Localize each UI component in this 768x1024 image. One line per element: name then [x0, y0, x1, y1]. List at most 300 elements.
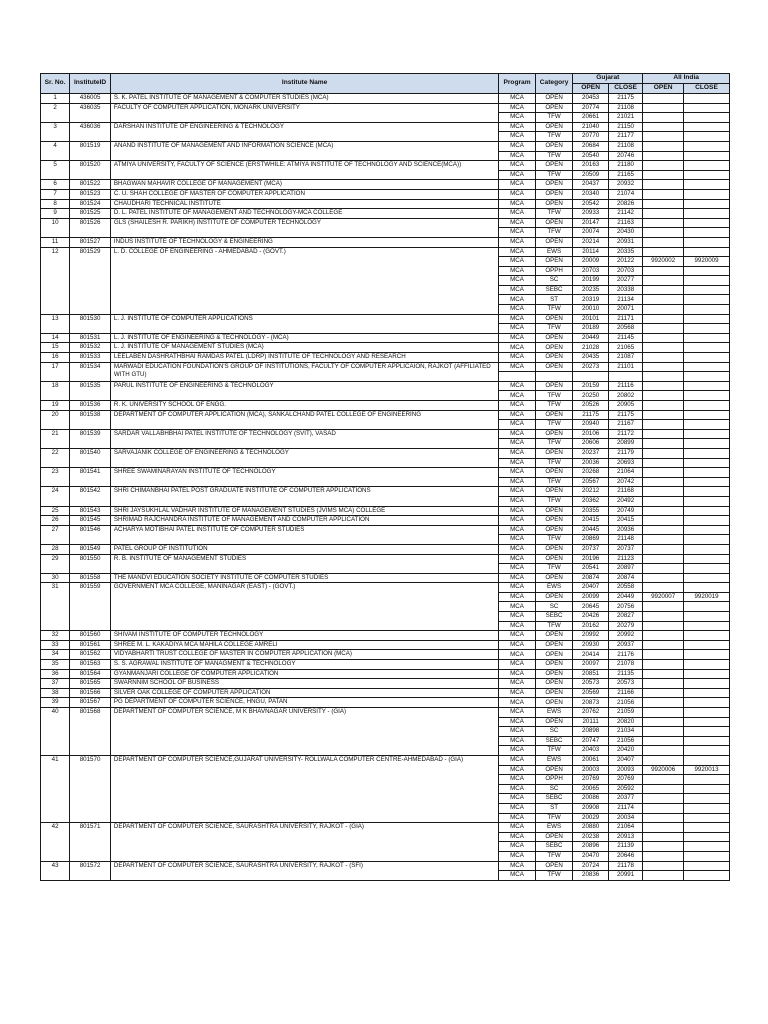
sr-no-cell: 30	[41, 573, 70, 583]
table-row	[41, 333, 730, 343]
institute-name-cell: S. K. PATEL INSTITUTE OF MANAGEMENT & COMPUTER STUDIES (MCA)	[110, 94, 498, 104]
all-india-close-cell	[684, 401, 730, 411]
gujarat-open-cell: 20836	[573, 871, 608, 881]
category-cell: TFW	[535, 564, 573, 574]
category-cell: OPEN	[535, 122, 573, 132]
program-cell: MCA	[499, 209, 536, 219]
table-row	[41, 180, 730, 190]
all-india-open-cell	[643, 602, 684, 612]
all-india-close-cell	[684, 391, 730, 401]
gujarat-close-cell: 20826	[608, 199, 642, 209]
category-cell: TFW	[535, 535, 573, 545]
category-cell: SEBC	[535, 612, 573, 622]
gujarat-open-cell: 20737	[573, 544, 608, 554]
institute-id-cell: 801523	[70, 189, 111, 199]
gujarat-open-cell: 20769	[573, 775, 608, 785]
all-india-open-cell	[643, 755, 684, 765]
institute-name-cell: MARWADI EDUCATION FOUNDATION'S GROUP OF INSTITUTIONS, FACULTY OF COMPUTER APPLICAION, RAJKOT (AFFILIATED WITH GTU)	[110, 362, 498, 381]
all-india-close-cell	[684, 103, 730, 113]
program-cell: MCA	[499, 94, 536, 104]
sr-no-cell: 41	[41, 755, 70, 822]
category-cell: OPEN	[535, 257, 573, 267]
gujarat-close-cell: 20122	[608, 257, 642, 267]
gujarat-open-cell: 20933	[573, 209, 608, 219]
gujarat-close-cell: 20573	[608, 679, 642, 689]
program-cell: MCA	[499, 755, 536, 765]
gujarat-close-cell: 21116	[608, 381, 642, 391]
all-india-close-cell	[684, 823, 730, 833]
sr-no-cell: 34	[41, 650, 70, 660]
category-cell: OPEN	[535, 640, 573, 650]
institute-name-cell: SILVER OAK COLLEGE OF COMPUTER APPLICATION	[110, 688, 498, 698]
gujarat-close-cell: 20802	[608, 391, 642, 401]
all-india-open-cell	[643, 276, 684, 286]
sr-no-cell: 36	[41, 669, 70, 679]
sr-no-cell: 32	[41, 631, 70, 641]
sr-no-cell: 37	[41, 679, 70, 689]
category-cell: EWS	[535, 755, 573, 765]
table-row	[41, 573, 730, 583]
table-row	[41, 209, 730, 219]
program-cell: MCA	[499, 132, 536, 142]
all-india-open-cell	[643, 132, 684, 142]
all-india-close-cell	[684, 573, 730, 583]
gujarat-open-cell: 20086	[573, 794, 608, 804]
institute-name-cell: PATEL GROUP OF INSTITUTION	[110, 544, 498, 554]
gujarat-close-cell: 20093	[608, 765, 642, 775]
gujarat-open-cell: 20874	[573, 573, 608, 583]
program-cell: MCA	[499, 247, 536, 257]
category-cell: OPEN	[535, 679, 573, 689]
gujarat-close-cell: 21101	[608, 362, 642, 372]
gujarat-open-cell: 20470	[573, 851, 608, 861]
institute-id-cell: 801535	[70, 381, 111, 400]
gujarat-close-cell: 20931	[608, 237, 642, 247]
gujarat-open-cell: 20407	[573, 583, 608, 593]
all-india-open-cell	[643, 228, 684, 238]
institute-name-cell: L. D. COLLEGE OF ENGINEERING - AHMEDABAD - (GOVT.)	[110, 247, 498, 314]
gujarat-close-cell: 21034	[608, 727, 642, 737]
category-cell: OPEN	[535, 94, 573, 104]
gujarat-open-cell: 20362	[573, 496, 608, 506]
all-india-close-cell	[684, 439, 730, 449]
header-institute-id: InstituteID	[70, 74, 111, 94]
institute-name-cell: SHRIMAD RAJCHANDRA INSTITUTE OF MANAGEMENT AND COMPUTER APPLICATION	[110, 516, 498, 526]
all-india-close-cell	[684, 276, 730, 286]
program-cell: MCA	[499, 468, 536, 478]
gujarat-open-cell: 20684	[573, 141, 608, 151]
gujarat-close-cell: 21056	[608, 736, 642, 746]
program-cell: MCA	[499, 727, 536, 737]
all-india-close-cell	[684, 333, 730, 343]
gujarat-close-cell: 20449	[608, 592, 642, 602]
institute-name-cell: R. K. UNIVERSITY SCHOOL OF ENGG.	[110, 401, 498, 411]
gujarat-close-cell: 20703	[608, 266, 642, 276]
gujarat-close-cell	[608, 372, 642, 382]
all-india-close-cell	[684, 602, 730, 612]
program-cell: MCA	[499, 276, 536, 286]
sr-no-cell: 9	[41, 209, 70, 219]
gujarat-close-cell: 21064	[608, 823, 642, 833]
all-india-open-cell	[643, 775, 684, 785]
all-india-close-cell	[684, 151, 730, 161]
institute-id-cell: 436035	[70, 103, 111, 122]
table-row	[41, 189, 730, 199]
gujarat-open-cell: 20542	[573, 199, 608, 209]
program-cell: MCA	[499, 535, 536, 545]
all-india-close-cell	[684, 295, 730, 305]
gujarat-open-cell: 20449	[573, 333, 608, 343]
all-india-open-cell	[643, 333, 684, 343]
program-cell: MCA	[499, 592, 536, 602]
all-india-close-cell	[684, 94, 730, 104]
sr-no-cell: 5	[41, 161, 70, 180]
all-india-close-cell	[684, 583, 730, 593]
table-row	[41, 448, 730, 458]
gujarat-open-cell: 20273	[573, 362, 608, 372]
category-cell: TFW	[535, 871, 573, 881]
gujarat-close-cell: 21139	[608, 842, 642, 852]
institute-name-cell: FACULTY OF COMPUTER APPLICATION, MONARK UNIVERSITY	[110, 103, 498, 122]
gujarat-open-cell: 20237	[573, 448, 608, 458]
table-row	[41, 823, 730, 833]
institute-name-cell: SHRI CHIMANBHAI PATEL POST GRADUATE INSTITUTE OF COMPUTER APPLICATIONS	[110, 487, 498, 506]
gujarat-open-cell: 20403	[573, 746, 608, 756]
all-india-close-cell	[684, 851, 730, 861]
sr-no-cell: 42	[41, 823, 70, 861]
table-row	[41, 161, 730, 171]
gujarat-close-cell: 21108	[608, 141, 642, 151]
all-india-close-cell	[684, 209, 730, 219]
program-cell: MCA	[499, 573, 536, 583]
category-cell: TFW	[535, 420, 573, 430]
category-cell: OPEN	[535, 506, 573, 516]
institute-id-cell: 801534	[70, 362, 111, 381]
all-india-open-cell	[643, 813, 684, 823]
category-cell: OPPH	[535, 775, 573, 785]
institute-name-cell: DEPARTMENT OF COMPUTER SCIENCE,GUJARAT UNIVERSITY- ROLLWALA COMPUTER CENTRE-AHMEDABAD - (GIA)	[110, 755, 498, 822]
table-row	[41, 218, 730, 228]
category-cell: OPEN	[535, 381, 573, 391]
gujarat-open-cell: 20010	[573, 305, 608, 315]
sr-no-cell: 27	[41, 525, 70, 544]
table-row	[41, 410, 730, 420]
program-cell: MCA	[499, 794, 536, 804]
category-cell: OPEN	[535, 199, 573, 209]
all-india-open-cell	[643, 218, 684, 228]
category-cell: SC	[535, 602, 573, 612]
all-india-open-cell	[643, 209, 684, 219]
all-india-open-cell	[643, 285, 684, 295]
gujarat-close-cell: 20646	[608, 851, 642, 861]
all-india-close-cell	[684, 621, 730, 631]
gujarat-open-cell: 20147	[573, 218, 608, 228]
gujarat-open-cell: 20540	[573, 151, 608, 161]
all-india-close-cell	[684, 170, 730, 180]
table-row	[41, 314, 730, 324]
institute-id-cell: 801561	[70, 640, 111, 650]
gujarat-close-cell: 21168	[608, 487, 642, 497]
all-india-open-cell	[643, 458, 684, 468]
all-india-open-cell	[643, 698, 684, 708]
institute-id-cell: 801560	[70, 631, 111, 641]
all-india-close-cell: 9920019	[684, 592, 730, 602]
category-cell: TFW	[535, 391, 573, 401]
sr-no-cell: 43	[41, 861, 70, 880]
program-cell: MCA	[499, 669, 536, 679]
gujarat-open-cell: 20238	[573, 832, 608, 842]
category-cell: TFW	[535, 228, 573, 238]
program-cell: MCA	[499, 420, 536, 430]
sr-no-cell: 35	[41, 660, 70, 670]
gujarat-open-cell: 20645	[573, 602, 608, 612]
institute-name-cell: GOVERNMENT MCA COLLEGE, MANINAGAR (EAST) - (GOVT.)	[110, 583, 498, 631]
institute-id-cell: 801564	[70, 669, 111, 679]
all-india-open-cell	[643, 832, 684, 842]
table-row	[41, 688, 730, 698]
gujarat-open-cell: 20029	[573, 813, 608, 823]
all-india-close-cell	[684, 842, 730, 852]
all-india-close-cell	[684, 708, 730, 718]
institute-id-cell: 801563	[70, 660, 111, 670]
program-cell: MCA	[499, 305, 536, 315]
program-cell: MCA	[499, 823, 536, 833]
program-cell: MCA	[499, 688, 536, 698]
gujarat-open-cell: 20509	[573, 170, 608, 180]
sr-no-cell: 20	[41, 410, 70, 429]
gujarat-close-cell: 21134	[608, 295, 642, 305]
all-india-open-cell	[643, 487, 684, 497]
table-row	[41, 544, 730, 554]
sr-no-cell: 2	[41, 103, 70, 122]
all-india-close-cell	[684, 314, 730, 324]
sr-no-cell: 1	[41, 94, 70, 104]
gujarat-open-cell: 20762	[573, 708, 608, 718]
sr-no-cell: 24	[41, 487, 70, 506]
all-india-open-cell	[643, 669, 684, 679]
institute-id-cell: 801519	[70, 141, 111, 160]
all-india-close-cell	[684, 727, 730, 737]
gujarat-open-cell: 20606	[573, 439, 608, 449]
category-cell: OPEN	[535, 688, 573, 698]
program-cell: MCA	[499, 266, 536, 276]
gujarat-close-cell: 20492	[608, 496, 642, 506]
all-india-close-cell	[684, 679, 730, 689]
all-india-open-cell: 9920007	[643, 592, 684, 602]
all-india-open-cell	[643, 401, 684, 411]
category-cell: ST	[535, 295, 573, 305]
all-india-close-cell	[684, 516, 730, 526]
table-row	[41, 861, 730, 871]
gujarat-close-cell: 21163	[608, 218, 642, 228]
category-cell: OPEN	[535, 161, 573, 171]
all-india-open-cell	[643, 266, 684, 276]
program-cell: MCA	[499, 554, 536, 564]
gujarat-open-cell: 20573	[573, 679, 608, 689]
institute-id-cell: 801545	[70, 516, 111, 526]
all-india-close-cell	[684, 669, 730, 679]
gujarat-open-cell: 20873	[573, 698, 608, 708]
all-india-close-cell	[684, 113, 730, 123]
gujarat-open-cell: 20106	[573, 429, 608, 439]
gujarat-close-cell: 21148	[608, 535, 642, 545]
all-india-close-cell	[684, 161, 730, 171]
gujarat-close-cell: 20335	[608, 247, 642, 257]
gujarat-open-cell: 20992	[573, 631, 608, 641]
all-india-close-cell	[684, 420, 730, 430]
category-cell: OPEN	[535, 516, 573, 526]
gujarat-close-cell: 20279	[608, 621, 642, 631]
category-cell: OPEN	[535, 554, 573, 564]
all-india-close-cell	[684, 410, 730, 420]
all-india-close-cell	[684, 688, 730, 698]
gujarat-open-cell: 20851	[573, 669, 608, 679]
institute-name-cell: LEELABEN DASHRATHBHAI RAMDAS PATEL (LDRP) INSTITUTE OF TECHNOLOGY AND RESEARCH	[110, 353, 498, 363]
gujarat-open-cell: 20567	[573, 477, 608, 487]
category-cell: SEBC	[535, 842, 573, 852]
table-row	[41, 141, 730, 151]
all-india-open-cell	[643, 506, 684, 516]
program-cell: MCA	[499, 564, 536, 574]
all-india-close-cell	[684, 525, 730, 535]
all-india-open-cell	[643, 180, 684, 190]
gujarat-open-cell: 20250	[573, 391, 608, 401]
institute-id-cell: 801562	[70, 650, 111, 660]
institute-id-cell: 801568	[70, 708, 111, 756]
all-india-close-cell	[684, 660, 730, 670]
category-cell: TFW	[535, 401, 573, 411]
all-india-open-cell	[643, 803, 684, 813]
gujarat-open-cell: 20196	[573, 554, 608, 564]
gujarat-close-cell: 20899	[608, 439, 642, 449]
table-row	[41, 487, 730, 497]
category-cell: TFW	[535, 305, 573, 315]
program-cell: MCA	[499, 333, 536, 343]
gujarat-open-cell: 20214	[573, 237, 608, 247]
gujarat-open-cell: 20569	[573, 688, 608, 698]
all-india-open-cell	[643, 612, 684, 622]
gujarat-close-cell: 20338	[608, 285, 642, 295]
program-cell: MCA	[499, 391, 536, 401]
sr-no-cell: 39	[41, 698, 70, 708]
all-india-open-cell	[643, 113, 684, 123]
program-cell: MCA	[499, 746, 536, 756]
gujarat-open-cell: 20896	[573, 842, 608, 852]
all-india-open-cell	[643, 141, 684, 151]
all-india-close-cell	[684, 468, 730, 478]
all-india-open-cell	[643, 151, 684, 161]
category-cell: OPEN	[535, 544, 573, 554]
table-row	[41, 755, 730, 765]
program-cell: MCA	[499, 151, 536, 161]
institute-name-cell: ATMIYA UNIVERSITY, FACULTY OF SCIENCE (ERSTWHILE: ATMIYA INSTITUTE OF TECHNOLOGY AND SCIENCE(MCA))	[110, 161, 498, 180]
table-row	[41, 94, 730, 104]
all-india-open-cell: 9920002	[643, 257, 684, 267]
category-cell: OPEN	[535, 362, 573, 372]
program-cell: MCA	[499, 199, 536, 209]
all-india-close-cell	[684, 746, 730, 756]
program-cell: MCA	[499, 487, 536, 497]
all-india-close-cell	[684, 564, 730, 574]
all-india-open-cell	[643, 429, 684, 439]
gujarat-open-cell: 20268	[573, 468, 608, 478]
category-cell: TFW	[535, 746, 573, 756]
program-cell: MCA	[499, 381, 536, 391]
program-cell: MCA	[499, 803, 536, 813]
gujarat-close-cell: 21179	[608, 448, 642, 458]
institute-id-cell: 801541	[70, 468, 111, 487]
category-cell: OPEN	[535, 353, 573, 363]
gujarat-open-cell: 20415	[573, 516, 608, 526]
institute-name-cell: D. L. PATEL INSTITUTE OF MANAGEMENT AND TECHNOLOGY-MCA COLLEGE	[110, 209, 498, 219]
category-cell: OPEN	[535, 314, 573, 324]
category-cell: OPEN	[535, 669, 573, 679]
program-cell: MCA	[499, 736, 536, 746]
program-cell: MCA	[499, 679, 536, 689]
institute-name-cell: INDUS INSTITUTE OF TECHNOLOGY & ENGINEERING	[110, 237, 498, 247]
program-cell: MCA	[499, 717, 536, 727]
all-india-open-cell	[643, 343, 684, 353]
gujarat-close-cell: 21172	[608, 429, 642, 439]
sr-no-cell: 16	[41, 353, 70, 363]
gujarat-close-cell: 20992	[608, 631, 642, 641]
all-india-open-cell	[643, 439, 684, 449]
all-india-open-cell	[643, 583, 684, 593]
all-india-close-cell	[684, 381, 730, 391]
all-india-open-cell	[643, 708, 684, 718]
all-india-open-cell	[643, 295, 684, 305]
category-cell: TFW	[535, 324, 573, 334]
category-cell: TFW	[535, 439, 573, 449]
sr-no-cell: 22	[41, 448, 70, 467]
category-cell: TFW	[535, 477, 573, 487]
institute-id-cell: 801542	[70, 487, 111, 506]
all-india-open-cell	[643, 189, 684, 199]
all-india-close-cell	[684, 612, 730, 622]
gujarat-close-cell: 21123	[608, 554, 642, 564]
gujarat-open-cell: 20114	[573, 247, 608, 257]
all-india-close-cell	[684, 544, 730, 554]
institute-id-cell: 801526	[70, 218, 111, 237]
sr-no-cell: 18	[41, 381, 70, 400]
institute-name-cell: GYANMANJARI COLLEGE OF COMPUTER APPLICATION	[110, 669, 498, 679]
program-cell: MCA	[499, 113, 536, 123]
gujarat-open-cell: 20703	[573, 266, 608, 276]
category-cell: OPEN	[535, 180, 573, 190]
institute-id-cell: 801532	[70, 343, 111, 353]
gujarat-open-cell: 20940	[573, 420, 608, 430]
institute-id-cell: 801565	[70, 679, 111, 689]
program-cell: MCA	[499, 640, 536, 650]
gujarat-open-cell: 21028	[573, 343, 608, 353]
gujarat-open-cell: 20880	[573, 823, 608, 833]
sr-no-cell: 38	[41, 688, 70, 698]
institute-id-cell: 801572	[70, 861, 111, 880]
institute-id-cell: 801525	[70, 209, 111, 219]
institute-id-cell: 801529	[70, 247, 111, 314]
gujarat-close-cell: 20737	[608, 544, 642, 554]
category-cell: EWS	[535, 583, 573, 593]
institute-name-cell: SHREE M. L. KAKADIYA MCA MAHILA COLLEGE AMRELI	[110, 640, 498, 650]
institute-name-cell: L. J. INSTITUTE OF MANAGEMENT STUDIES (MCA)	[110, 343, 498, 353]
institute-name-cell: DARSHAN INSTITUTE OF ENGINEERING & TECHNOLOGY	[110, 122, 498, 141]
sr-no-cell: 40	[41, 708, 70, 756]
institute-id-cell: 801530	[70, 314, 111, 333]
all-india-open-cell	[643, 170, 684, 180]
all-india-open-cell	[643, 468, 684, 478]
all-india-close-cell	[684, 506, 730, 516]
institute-name-cell: DEPARTMENT OF COMPUTER SCIENCE, SAURASHTRA UNIVERSITY, RAJKOT - (GIA)	[110, 823, 498, 861]
